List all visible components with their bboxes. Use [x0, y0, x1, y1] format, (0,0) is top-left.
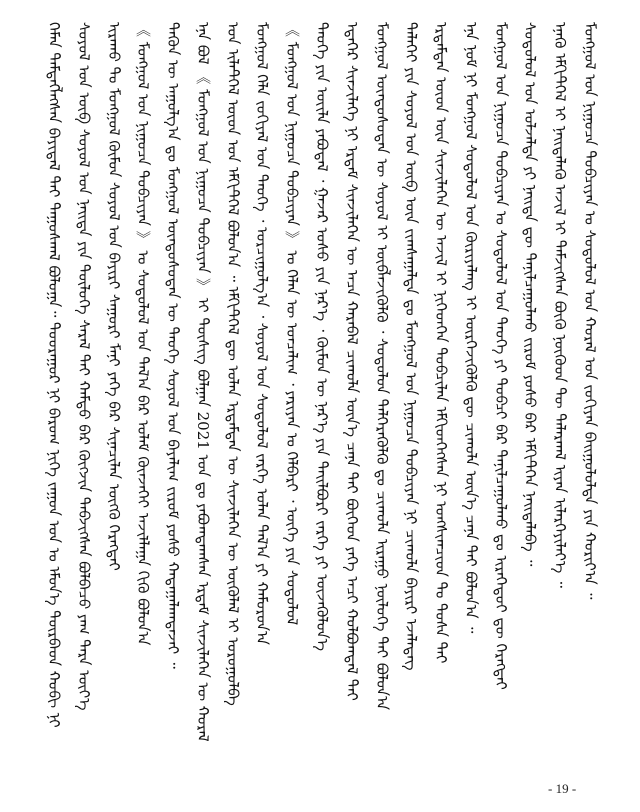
text-column [520, 22, 540, 746]
text-column-line: ᠮᠣᠩᠭᠤᠯ ᠬᠡᠯᠡ ᠵᠣᠬᠢᠶᠠᠯ ᠤᠨ ᠲᠡᠦᠬᠡ ᠂ ᠣᠷᠴᠢᠭᠤᠯᠭ᠎ᠠ ᠂ ᠰᠣᠶᠣᠯ ᠤᠨ ᠰᠤᠳᠤᠯᠤᠯ ᠵᠡᠷᠭᠡ ᠣᠯᠠᠨ ᠲᠠᠯ᠎ᠠ ᠶᠢ ᠬᠠᠮᠤᠷᠤᠨ᠎ᠠ [253, 22, 271, 645]
text-column-line: 《 ᠮᠣᠩᠭᠤᠯ ᠤᠨ ᠨᠢᠭᠤᠴᠠ ᠲᠣᠪᠴᠢᠶᠠᠨ 》 ᠤ ᠬᠡᠯᠡᠨ ᠦ ᠣᠨᠴᠠᠯᠢᠭ ᠂ ᠶᠠᠷᠢᠶᠠᠨ ᠤ ᠬᠡᠯᠪᠡᠷᠢ ᠂ ᠦᠭᠡ ᠶᠢᠨ ᠰᠤᠳᠤᠯᠤᠯ [283, 22, 301, 626]
text-column-line: ᠬᠡᠮᠡᠨ ᠲᠡᠮᠳᠡᠭᠯᠡᠭᠰᠡᠨ ᠪᠠᠶᠢᠳᠠᠯ ᠲᠠᠢ ᠳᠠᠭᠤᠰᠬᠠᠯ ᠪᠣᠯᠤᠭᠠ᠃ ᠳᠤᠤᠷᠠᠭᠤᠷ ᠨᠢ ᠪᠠᠷᠤᠭ ᠨᠢᠭᠡ ᠵᠠᠭᠤᠨ ᠣᠨ ᠤ ᠡᠮᠦᠨ᠎ᠡ ᠳᠦᠷᠪᠡᠳ ᠬᠤᠪᠢ ᠨᠢ [45, 22, 63, 728]
text-column [193, 22, 213, 746]
text-column [104, 22, 124, 746]
text-column [580, 22, 600, 746]
text-column-line: ᠳᠡᠯᠡᠬᠡᠢ ᠶᠢᠨ ᠰᠣᠶᠣᠯ ᠤᠨ ᠥᠪ ᠦᠨ ᠵᠢᠭᠰᠠᠭᠠᠯᠲᠠ ᠳᠤ ᠮᠣᠩᠭᠤᠯ ᠤᠨ ᠨᠢᠭᠤᠴᠠ ᠲᠣᠪᠴᠢᠶᠠᠨ ᠨᠢ ᠴᠢᠬᠤᠯᠠ ᠪᠠᠶᠢᠷᠢ ᠡᠵᠡᠯᠡᠳᠡᠭ [402, 22, 420, 671]
text-column-line: 《 ᠮᠣᠩᠭᠤᠯ ᠤᠨ ᠨᠢᠭᠤᠴᠠ ᠲᠣᠪᠴᠢᠶᠠᠨ 》 ᠤ ᠰᠤᠳᠤᠯᠤᠯ ᠤᠨ ᠲᠠᠯ᠎ᠠ ᠪᠠᠷ ᠤᠯᠠᠮ ᠭᠦᠨᠵᠡᠭᠡᠢ ᠠᠵᠢᠯᠯᠠᠭᠠ ᠬᠢᠬᠦ ᠪᠣᠯᠤᠨ᠎ᠠ [134, 22, 152, 646]
text-column-line: ᠮᠣᠩᠭᠤᠯ ᠦᠨᠳᠦᠰᠦᠲᠡᠨ ᠦ ᠰᠣᠶᠣᠯ ᠢ ᠦᠪᠯᠡᠵᠢᠭᠦᠯᠬᠦ ᠂ ᠰᠤᠳᠤᠯᠤᠨ ᠳᠡᠯᠭᠡᠷᠡᠭᠦᠯᠬᠦ ᠳᠤ ᠴᠢᠬᠤᠯᠠ ᠢᠷᠠᠭᠤ ᠨᠥᠯᠦᠭᠡ ᠲᠡᠢ ᠪᠣᠯᠤᠨ᠎ᠠ [373, 22, 391, 711]
text-column-line: ᠲᠡᠭᠦᠨ ᠦ ᠠᠭᠤᠯᠭ᠎ᠠ ᠳᠤ ᠮᠣᠩᠭᠤᠯ ᠦᠨᠳᠦᠰᠦᠲᠡᠨ ᠦ ᠲᠡᠦᠬᠡ ᠰᠣᠶᠣᠯ ᠤᠨ ᠪᠠᠶᠠᠯᠢᠭ ᠵᠢᠷᠤᠮ ᠶᠣᠰᠤ ᠬᠠᠳᠠᠭᠠᠯᠠᠭᠳᠠᠵᠠᠢ ᠃ [164, 22, 182, 669]
text-column [74, 22, 94, 746]
text-column [223, 22, 243, 746]
text-column-line: ᠮᠣᠩᠭᠤᠯ ᠤᠨ ᠨᠢᠭᠤᠴᠠ ᠲᠣᠪᠴᠢᠶᠠᠨ ᠤ ᠰᠤᠳᠤᠯᠤᠯ ᠤᠨ ᠬᠤᠷᠠᠯ ᠤᠨ ᠵᠣᠬᠢᠶᠠᠨ ᠪᠠᠢᠭᠤᠯᠤᠯᠲᠠ ᠶᠢᠨ ᠬᠣᠷᠢᠶ᠎ᠠ ᠃ [581, 22, 599, 600]
text-column-line: ᠡᠨᠡ ᠨᠣᠮ ᠨᠢ ᠮᠣᠩᠭᠤᠯ ᠰᠤᠳᠤᠯᠤᠯ ᠤᠨ ᠬᠦᠷᠢᠶᠡᠯᠡᠩ ᠢ ᠥᠷᠭᠡᠵᠢᠭᠦᠯᠬᠦ ᠳᠦ ᠴᠢᠬᠤᠯᠠ ᠦᠨ᠎ᠡ ᠴᠡᠨᠡ ᠲᠠᠢ ᠪᠣᠯᠤᠨ᠎ᠠ ᠃ [462, 22, 480, 634]
text-column-line: ᠢᠷᠠᠬᠤ ᠲᠤ ᠮᠣᠩᠭᠤᠯ ᠬᠦᠮᠦᠨ ᠰᠣᠶᠣᠯ ᠤᠨ ᠪᠠᠶᠢᠷᠢ ᠰᠠᠭᠤᠷᠢ ᠮᠠᠨᠢ ᠶᠡᠬᠡ ᠪᠠᠷ ᠰᠢᠨᠡᠴᠢᠯᠡᠨ ᠦᠭᠬᠦ ᠬᠡᠷᠡᠭᠲᠡᠢ [105, 22, 123, 571]
text-column-line: ᠲᠡᠦᠬᠡ ᠶᠢᠨ ᠦᠢᠯᠡ ᠶᠠᠪᠤᠳᠠᠯ ᠂ ᠭᠠᠵᠠᠷ ᠤᠰᠤ ᠶᠢᠨ ᠨᠡᠷ᠎ᠡ ᠂ ᠬᠦᠮᠦᠨ ᠦ ᠨᠡᠷ᠎ᠡ ᠶᠢᠨ ᠲᠠᠢᠯᠪᠤᠷᠢ ᠵᠡᠷᠭᠡ ᠶᠢ ᠦᠵᠡᠭᠦᠯᠦᠨ᠎ᠡ [313, 22, 331, 651]
text-column [282, 22, 302, 746]
text-column-line: ᠰᠣᠶᠣᠯ ᠤᠨ ᠥᠪ ᠰᠣᠶᠣᠯ ᠤᠨ ᠨᠡᠢᠲᠡ ᠶᠢᠨ ᠲᠥᠯᠦᠭᠡ ᠰᠡᠷᠡᠯ ᠲᠡᠢ ᠬᠠᠮᠲᠤ ᠪᠡᠷ ᠬᠥᠭᠵᠢᠨ ᠳᠡᠪᠵᠢᠭᠰᠡᠨ ᠪᠣᠯᠪᠠᠴᠤ ᠶᠠᠭ ᠲᠡᠷᠡ ᠦᠶ᠎ᠡ [75, 22, 93, 711]
text-column-line: ᠡᠨᠡᠬᠦ ᠡᠮᠬᠢᠲᠬᠡᠯ ᠢ ᠨᠡᠢᠲᠡᠯᠡᠬᠦ ᠠᠵᠢᠯ ᠢ ᠳᠡᠮᠵᠢᠭᠰᠡᠨ ᠪᠦᠬᠦ ᠨᠥᠬᠥᠳ ᠲᠦ ᠲᠠᠯᠠᠷᠬᠠᠯ ᠢᠶᠡᠨ ᠢᠯᠡᠷᠬᠡᠶᠢᠯᠡᠶ᠎ᠡ ᠃ [551, 22, 569, 588]
text-column-line: ᠡᠳᠡᠭᠡᠷ ᠰᠢᠨᠵᠢᠯᠡᠭᠡ ᠨᠢ ᠡᠷᠳᠡᠮ ᠰᠢᠨᠵᠢᠯᠡᠭᠡᠨ ᠦ ᠠᠴᠠ ᠬᠠᠷᠠᠪᠠᠯ ᠴᠢᠬᠤᠯᠠ ᠦᠨ᠎ᠡ ᠴᠡᠨᠡ ᠲᠡᠢ ᠪᠥᠭᠡᠳ ᠶᠡᠬᠡ ᠠᠴᠢ ᠬᠣᠯᠪᠣᠭᠳᠠᠯ ᠲᠠᠢ [343, 22, 361, 701]
mongolian-vertical-text-body [44, 22, 600, 746]
text-column [461, 22, 481, 746]
text-column-line: ᠰᠤᠳᠤᠯᠤᠯ ᠤᠨ ᠣᠯᠵᠠᠯᠲᠠ ᠶᠢ ᠨᠡᠢᠲᠡ ᠳᠦ ᠲᠠᠨᠢᠯᠴᠠᠭᠤᠯᠬᠤ ᠵᠢᠷᠤᠮ ᠶᠣᠰᠤ ᠪᠠᠷ ᠡᠮᠬᠢᠲᠬᠡᠨ ᠨᠡᠢᠲᠡᠯᠡᠪᠡ ᠃ [521, 22, 539, 567]
text-column [44, 22, 64, 746]
text-column [342, 22, 362, 746]
text-column [401, 22, 421, 746]
text-column-line: ᠤᠨ ᠢᠯᠡᠲᠭᠡᠯ ᠦᠳ ᠤᠨ ᠡᠮᠬᠢᠲᠬᠡᠯ ᠪᠣᠯᠤᠨ᠎ᠠ ᠃ ᠡᠮᠬᠢᠲᠬᠡᠯ ᠳᠦ ᠣᠯᠠᠨ ᠡᠷᠳᠡᠮᠲᠡᠨ ᠦ ᠰᠢᠨᠵᠢᠯᠡᠭᠡᠨ ᠦ ᠥᠭᠦᠯᠡᠯ ᠢ ᠣᠷᠣᠭᠤᠯᠪᠠ [224, 22, 242, 706]
text-column [252, 22, 272, 746]
text-column-line: ᠡᠨᠡ ᠪᠣᠯ 《 ᠮᠣᠩᠭᠤᠯ ᠤᠨ ᠨᠢᠭᠤᠴᠠ ᠲᠣᠪᠴᠢᠶᠠᠨ 》 ᠢ ᠲᠦᠰᠢᠭ ᠪᠣᠯᠭᠠᠨ 2021 ᠣᠨ ᠳᠤ ᠶᠠᠪᠤᠭᠳᠠᠭᠰᠠᠨ ᠡᠷᠳᠡᠮ ᠰᠢᠨᠵᠢᠯᠡᠭᠡᠨ ᠦ ᠬᠤᠷᠠᠯ [194, 22, 212, 742]
text-column [163, 22, 183, 746]
page-number: - 19 - [548, 781, 577, 796]
text-column [431, 22, 451, 746]
text-column [372, 22, 392, 746]
text-column [550, 22, 570, 746]
text-column-line: ᠡᠷᠳᠡᠮᠲᠡᠨ ᠦᠳ ᠦᠨ ᠰᠢᠨᠵᠢᠯᠡᠭᠡᠨ ᠦ ᠠᠵᠢᠯ ᠢ ᠨᠢᠭᠡᠳᠬᠡᠨ ᠲᠣᠪᠴᠢᠯᠠᠨ ᠡᠮᠬᠢᠳᠬᠡᠭᠰᠡᠨ ᠨᠢ ᠤᠩᠰᠢᠭᠴᠢᠳ ᠲᠤ ᠲᠤᠰᠠ ᠲᠠᠢ [432, 22, 450, 664]
text-column-line: ᠮᠣᠩᠭᠤᠯ ᠤᠨ ᠨᠢᠭᠤᠴᠠ ᠲᠣᠪᠴᠢᠶᠠᠨ ᠤ ᠰᠤᠳᠤᠯᠤᠯ ᠤᠨ ᠲᠡᠦᠬᠡ ᠶᠢ ᠲᠣᠪᠴᠢ ᠪᠠᠷ ᠲᠠᠨᠢᠯᠴᠠᠭᠤᠯᠬᠤ ᠳᠤ ᠢᠷᠡᠭᠡᠳᠦᠢ ᠳᠦ ᠬᠡᠷᠡᠭᠲᠡᠢ [492, 22, 510, 690]
text-column [312, 22, 332, 746]
text-column [133, 22, 153, 746]
text-column [491, 22, 511, 746]
